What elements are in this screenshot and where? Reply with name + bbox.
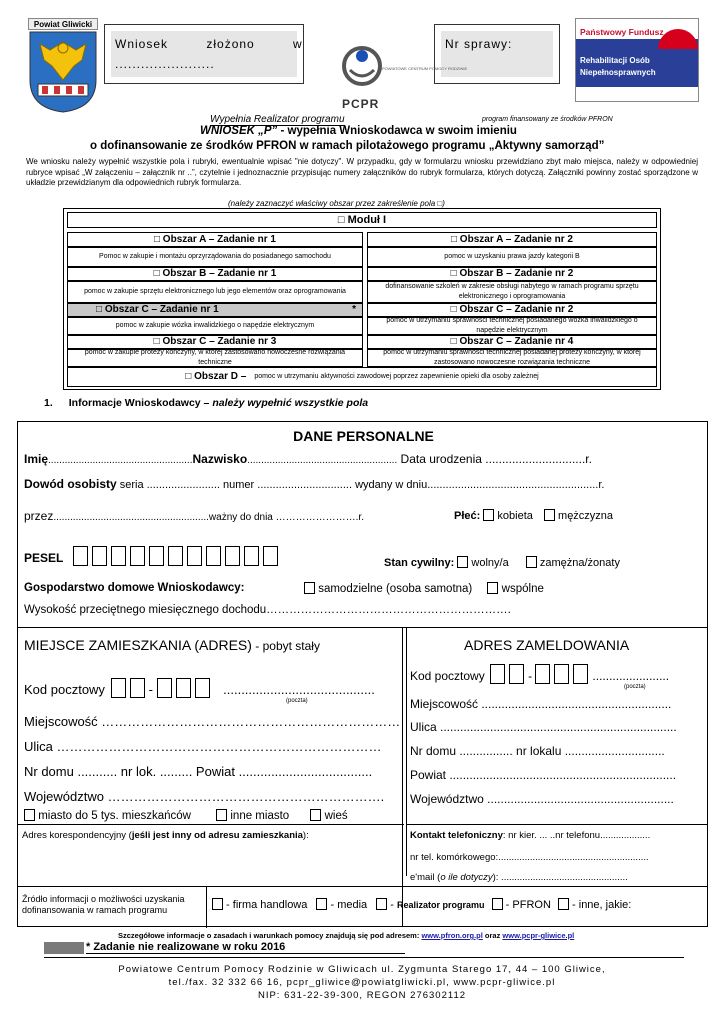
plec-row bbox=[454, 509, 613, 522]
pcpr-label: PCPR bbox=[342, 97, 380, 111]
divider bbox=[406, 824, 707, 825]
crest-title: Powiat Gliwicki bbox=[28, 18, 98, 30]
zameldowanie-title: ADRES ZAMELDOWANIA bbox=[464, 637, 630, 653]
imie-row[interactable] bbox=[24, 452, 592, 466]
pfron-label: - PFRON bbox=[502, 899, 551, 911]
samodzielne-label: samodzielne (osoba samotna) bbox=[318, 583, 473, 595]
kontakt-email[interactable] bbox=[410, 872, 628, 883]
przez-field[interactable]: ........................................................ważny do dnia …………………….r. bbox=[53, 512, 364, 523]
samodzielne-checkbox[interactable] bbox=[304, 582, 315, 594]
miejsce-ulica[interactable]: Ulica ………………………………………………………………… bbox=[24, 739, 382, 754]
section1-heading bbox=[44, 397, 368, 409]
zamel-ulica[interactable]: Ulica ....................................................................... bbox=[410, 720, 677, 734]
section1-num: 1. bbox=[44, 397, 53, 409]
realizator-dash: - bbox=[387, 899, 398, 911]
modul-table bbox=[63, 208, 661, 390]
footer-nip: NIP: 631-22-39-300, REGON 276302112 bbox=[257, 990, 467, 1001]
wies-checkbox[interactable] bbox=[310, 809, 321, 821]
dowod-row[interactable] bbox=[24, 477, 604, 491]
pesel-row bbox=[24, 546, 282, 566]
title-line2: o dofinansowanie ze środków PFRON w ramach pilotażowego programu „Aktywny samorząd” bbox=[90, 140, 605, 152]
stan-cywilny-label: Stan cywilny: bbox=[384, 557, 455, 569]
obszar-a1-head[interactable]: □ Obszar A – Zadanie nr 1 bbox=[67, 232, 363, 247]
pesel-digit[interactable] bbox=[187, 546, 202, 566]
stan-cywilny-row bbox=[384, 556, 620, 569]
realizator-checkbox[interactable] bbox=[376, 898, 387, 910]
nazwisko-field[interactable]: ...................................................... bbox=[247, 455, 398, 466]
nr-sprawy-box[interactable] bbox=[434, 24, 560, 84]
firma-handlowa-label: - firma handlowa bbox=[223, 899, 308, 911]
kod-digit[interactable] bbox=[535, 664, 550, 684]
imie-field[interactable]: .................................................... bbox=[48, 455, 193, 466]
inne-label: - inne, jakie: bbox=[568, 899, 632, 911]
miejsce-title bbox=[24, 637, 320, 653]
kod-digit[interactable] bbox=[130, 678, 145, 698]
kontakt-email-end: ): ................................................ bbox=[492, 872, 628, 883]
pesel-digit[interactable] bbox=[73, 546, 88, 566]
intro-text: We wniosku należy wypełnić wszystkie pola i rubryki, ewentualnie wpisać "nie dotyczy". W przypadku, gdy w formularzu wniosku przewidziano zbyt mało miejsca, należy w odpowiedniej rubryce wpisać „W załączeniu – załącznik nr ..”, czytelnie i jednoznacznie przypisując numery załączników do rubryk formularza, których dotyczą. Załączniki powinny zostać sporządzone w układzie przewidzianym dla odpowiednich rubryk formularza. bbox=[26, 157, 698, 187]
miejsce-kod-row: Kod pocztowy - .......................................... bbox=[24, 678, 375, 698]
gospodarstwo-options bbox=[304, 582, 544, 595]
zadanie-bar bbox=[44, 942, 84, 954]
obszar-c1-head[interactable] bbox=[67, 303, 363, 317]
media-label: - media bbox=[327, 899, 368, 911]
kontakt-label: Kontakt telefoniczny bbox=[410, 830, 503, 841]
kod-digit[interactable] bbox=[111, 678, 126, 698]
realizator-note: Wypełnia Realizator programu bbox=[210, 114, 345, 125]
nr-sprawy-label: Nr sprawy: bbox=[445, 37, 513, 51]
pesel-digit[interactable] bbox=[168, 546, 183, 566]
pfron-checkbox[interactable] bbox=[492, 898, 503, 910]
title-line1 bbox=[200, 125, 517, 137]
miejsce-wojewodztwo[interactable]: Województwo ………………………………………………………. bbox=[24, 789, 385, 804]
data-urodzenia[interactable]: Data urodzenia ..............................r. bbox=[397, 452, 592, 466]
dane-personalne-title: DANE PERSONALNE bbox=[293, 428, 434, 444]
pesel-label: PESEL bbox=[24, 551, 64, 565]
imie-label: Imię bbox=[24, 452, 49, 466]
zamel-powiat[interactable]: Powiat .................................................................... bbox=[410, 768, 677, 782]
inne-miasto-checkbox[interactable] bbox=[216, 809, 227, 821]
crest-shield-icon bbox=[28, 30, 98, 114]
kod-digit[interactable] bbox=[176, 678, 191, 698]
mezczyzna-checkbox[interactable] bbox=[544, 509, 555, 521]
kod-digit[interactable] bbox=[509, 664, 524, 684]
miejsce-title-b: - pobyt stały bbox=[251, 639, 320, 653]
obszar-c3-head[interactable]: □ Obszar C – Zadanie nr 3 bbox=[67, 335, 363, 349]
footer-divider bbox=[44, 957, 684, 958]
title-wniosek-p: WNIOSEK „P” bbox=[200, 125, 278, 137]
modul-title[interactable]: □ Moduł I bbox=[67, 212, 657, 228]
koresp-label-b: jeśli jest inny od adresu zamieszkania bbox=[131, 830, 303, 841]
divider bbox=[18, 886, 707, 887]
pesel-digit[interactable] bbox=[130, 546, 145, 566]
wniosek-zlozono-dots: ....................... bbox=[115, 57, 215, 71]
obszar-b2-desc: dofinansowanie szkoleń w zakresie obsługi nabytego w ramach programu sprzętu elektronicznego i oprogramowania bbox=[367, 281, 657, 303]
wnioskodawca-form bbox=[17, 421, 708, 927]
wolny-checkbox[interactable] bbox=[457, 556, 468, 568]
dochod-row[interactable]: Wysokość przeciętnego miesięcznego dochodu………………………………………………………. bbox=[24, 604, 511, 616]
pesel-digit[interactable] bbox=[225, 546, 240, 566]
plec-label: Płeć: bbox=[454, 510, 481, 522]
miejsce-kod-label: Kod pocztowy bbox=[24, 682, 105, 697]
gospodarstwo-label: Gospodarstwo domowe Wnioskodawcy: bbox=[24, 582, 245, 594]
zamel-kod-row: Kod pocztowy - ....................... bbox=[410, 664, 669, 684]
obszar-b1-desc: pomoc w zakupie sprzętu elektronicznego lub jego elementów oraz oprogramowania bbox=[67, 281, 363, 303]
obszar-c3-desc: pomoc w zakupie protezy kończyny, w której zastosowano nowoczesne rozwiązania techniczne bbox=[67, 349, 363, 367]
finansowany-note: program finansowany ze środków PFRON bbox=[482, 116, 613, 123]
zamel-miejscowosc[interactable]: Miejscowość ......................................................... bbox=[410, 697, 672, 711]
obszar-d-desc: pomoc w utrzymaniu aktywności zawodowej poprzez zapewnienie opieki dla osoby zależnej bbox=[254, 373, 539, 380]
footer-address: Powiatowe Centrum Pomocy Rodzinie w Gliwicach ul. Zygmunta Starego 17, 44 – 100 Gliwice, bbox=[118, 964, 606, 975]
zadanie-star: * bbox=[352, 304, 356, 315]
title-line1-rest: - wypełnia Wnioskodawca w swoim imieniu bbox=[277, 125, 517, 137]
zamel-wojewodztwo[interactable]: Województwo ........................................................ bbox=[410, 792, 674, 806]
oraz-text: oraz bbox=[482, 931, 503, 940]
obszar-c2-desc: pomoc w utrzymaniu sprawności technicznej posiadanego wózka inwalidzkiego o napędzie elektrycznym bbox=[367, 317, 657, 335]
obszar-c4-head[interactable]: □ Obszar C – Zadanie nr 4 bbox=[367, 335, 657, 349]
kontakt-nr: : nr kier. ... ..nr telefonu................... bbox=[502, 830, 651, 841]
zadanie-note: * Zadanie nie realizowane w roku 2016 bbox=[86, 941, 405, 954]
pcpr-link[interactable]: www.pcpr-gliwice.pl bbox=[502, 931, 575, 940]
szczegoly-text: Szczegółowe informacje o zasadach i warunkach pomocy znajdują się pod adresem: bbox=[118, 931, 420, 940]
koresp-label-end: ): bbox=[302, 830, 309, 841]
nazwisko-label: Nazwisko bbox=[192, 452, 248, 466]
pesel-digit[interactable] bbox=[149, 546, 164, 566]
pfron-line1: Państwowy Fundusz bbox=[580, 27, 664, 37]
divider bbox=[18, 824, 404, 825]
kod-digit[interactable] bbox=[554, 664, 569, 684]
obszar-c2-head[interactable]: □ Obszar C – Zadanie nr 2 bbox=[367, 303, 657, 317]
szczegoly-row bbox=[118, 931, 574, 940]
obszar-b2-head[interactable]: □ Obszar B – Zadanie nr 2 bbox=[367, 267, 657, 281]
koresp-label[interactable] bbox=[22, 830, 309, 841]
kontakt-komorka[interactable]: nr tel. komórkowego:......................................................... bbox=[410, 852, 649, 863]
pesel-digit[interactable] bbox=[244, 546, 259, 566]
wies-label: wieś bbox=[324, 810, 348, 822]
obszar-a1-desc: Pomoc w zakupie i montażu oprzyrządowania do posiadanego samochodu bbox=[67, 247, 363, 267]
miejsce-poczta-field[interactable]: .......................................... bbox=[223, 682, 375, 697]
zrodlo-label: Źródło informacji o możliwości uzyskania dofinansowania w ramach programu bbox=[22, 894, 185, 915]
przez-label: przez bbox=[24, 509, 54, 523]
mezczyzna-label: mężczyzna bbox=[558, 510, 614, 522]
kontakt-email-it: o ile dotyczy bbox=[440, 872, 493, 883]
zamel-nr-domu[interactable]: Nr domu ................ nr lokalu .............................. bbox=[410, 744, 665, 758]
kod-digit[interactable] bbox=[573, 664, 588, 684]
dowod-fields[interactable]: seria ........................ numer ............................... wydany w dniu........................................................r. bbox=[116, 479, 605, 491]
obszar-d-row[interactable] bbox=[67, 367, 657, 387]
zamel-kod-label: Kod pocztowy bbox=[410, 669, 485, 683]
miejsce-title-a: MIEJSCE ZAMIESZKANIA (ADRES) bbox=[24, 637, 252, 653]
dowod-label: Dowód osobisty bbox=[24, 477, 117, 491]
pfron-line3: Niepełnosprawnych bbox=[580, 68, 656, 77]
zamezna-label: zamężna/żonaty bbox=[539, 557, 620, 569]
pcpr-logo-icon bbox=[340, 42, 468, 92]
kontakt-line1[interactable] bbox=[410, 830, 650, 841]
kod-digit[interactable] bbox=[195, 678, 210, 698]
miejscowosc-typ-row bbox=[24, 809, 348, 822]
powiat-crest bbox=[28, 18, 98, 114]
zamel-poczta-field[interactable]: ....................... bbox=[592, 669, 670, 683]
wspolne-checkbox[interactable] bbox=[487, 582, 498, 594]
divider bbox=[406, 627, 407, 876]
section1-label-it: należy wypełnić wszystkie pola bbox=[212, 397, 369, 409]
obszar-b1-head[interactable]: □ Obszar B – Zadanie nr 1 bbox=[67, 267, 363, 281]
obszar-a2-desc: pomoc w uzyskaniu prawa jazdy kategorii B bbox=[367, 247, 657, 267]
pesel-digit[interactable] bbox=[263, 546, 278, 566]
zamezna-checkbox[interactable] bbox=[526, 556, 537, 568]
kod-digit[interactable] bbox=[490, 664, 505, 684]
section1-label: Informacje Wnioskodawcy – bbox=[68, 397, 213, 409]
footer-contact: tel./fax. 32 332 66 16, pcpr_gliwice@powiatgliwicki.pl, www.pcpr-gliwice.pl bbox=[168, 977, 556, 988]
pcpr-subtext: POWIATOWE CENTRUM POMOCY RODZINIE bbox=[382, 66, 468, 71]
inne-checkbox[interactable] bbox=[558, 898, 569, 910]
pfron-link[interactable]: www.pfron.org.pl bbox=[421, 931, 483, 940]
pcpr-logo bbox=[340, 42, 468, 112]
kobieta-checkbox[interactable] bbox=[483, 509, 494, 521]
kobieta-label: kobieta bbox=[497, 510, 533, 522]
przez-row[interactable] bbox=[24, 509, 364, 523]
gospodarstwo-row bbox=[24, 582, 244, 594]
divider bbox=[18, 627, 707, 628]
pesel-digit[interactable] bbox=[111, 546, 126, 566]
pfron-line2: Rehabilitacji Osób bbox=[580, 56, 650, 65]
wniosek-zlozono-label: Wniosek złożono w bbox=[115, 37, 303, 51]
miejsce-poczta-label: (poczta) bbox=[286, 698, 308, 704]
miejsce-miejscowosc[interactable]: Miejscowość …………………………………………………………… bbox=[24, 714, 401, 729]
divider bbox=[206, 886, 207, 928]
obszar-d-head: □ Obszar D – bbox=[185, 371, 247, 382]
obszar-a2-head[interactable]: □ Obszar A – Zadanie nr 2 bbox=[367, 232, 657, 247]
wolny-label: wolny/a bbox=[471, 557, 509, 569]
obszar-c4-desc: pomoc w utrzymaniu sprawności technicznej posiadanej protezy kończyny, w której zastosowano nowoczesne rozwiązania techniczne bbox=[367, 349, 657, 367]
zrodlo-options bbox=[212, 898, 631, 911]
kontakt-email-a: e'mail ( bbox=[410, 872, 441, 883]
miasto-do-checkbox[interactable] bbox=[24, 809, 35, 821]
pesel-digit[interactable] bbox=[92, 546, 107, 566]
inne-miasto-label: inne miasto bbox=[230, 810, 290, 822]
miasto-do-label: miasto do 5 tys. mieszkańców bbox=[38, 810, 191, 822]
wspolne-label: wspólne bbox=[501, 583, 544, 595]
kod-digit[interactable] bbox=[157, 678, 172, 698]
firma-handlowa-checkbox[interactable] bbox=[212, 898, 223, 910]
miejsce-nr-domu[interactable]: Nr domu ........... nr lok. ......... Powiat ..................................... bbox=[24, 764, 373, 779]
koresp-label-a: Adres korespondencyjny ( bbox=[22, 830, 132, 841]
obszar-c1-desc: pomoc w zakupie wózka inwalidzkiego o napędzie elektrycznym bbox=[67, 317, 363, 335]
pesel-digit[interactable] bbox=[206, 546, 221, 566]
pfron-logo bbox=[575, 18, 699, 102]
media-checkbox[interactable] bbox=[316, 898, 327, 910]
divider bbox=[402, 627, 403, 927]
realizator-label: Realizator programu bbox=[397, 900, 485, 910]
obszar-c1-head-label: □ Obszar C – Zadanie nr 1 bbox=[96, 304, 219, 315]
wniosek-zlozono-box[interactable] bbox=[104, 24, 304, 84]
zamel-poczta-label: (poczta) bbox=[624, 684, 646, 690]
zaznacz-note: (należy zaznaczyć właściwy obszar przez zakreślenie pola □) bbox=[228, 199, 445, 208]
